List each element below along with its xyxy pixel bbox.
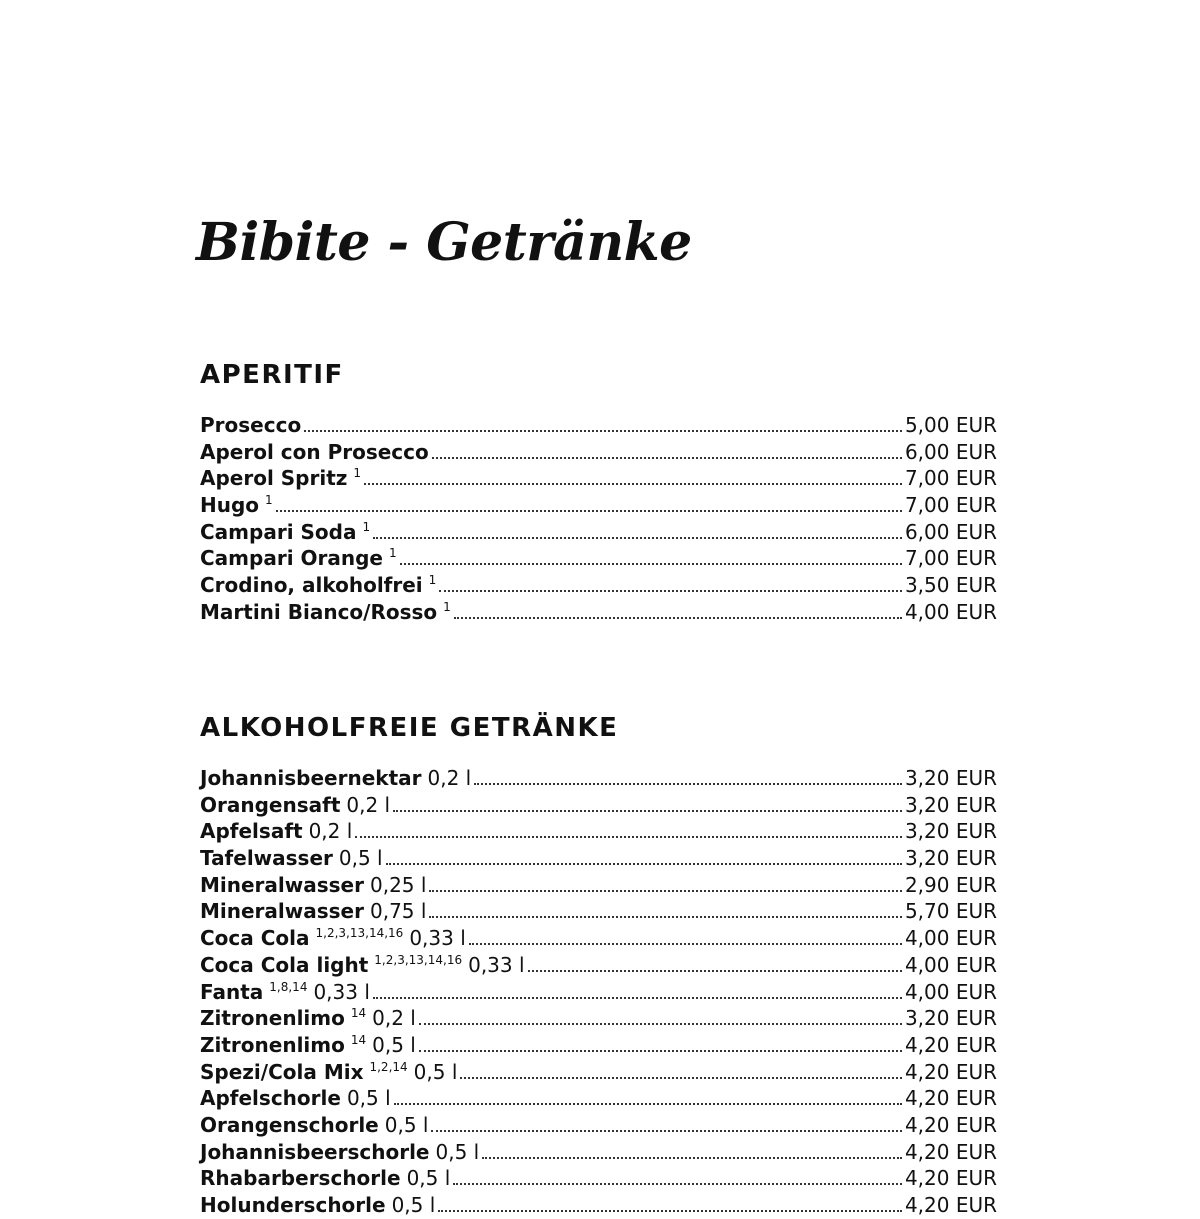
- menu-item-label: [200, 765, 471, 792]
- menu-item-label: [200, 572, 436, 602]
- menu-item: [200, 1059, 997, 1086]
- menu-item-price: 4,20 EUR: [904, 1059, 997, 1084]
- menu-item: [200, 979, 997, 1006]
- menu-item-price: 4,20 EUR: [904, 1139, 997, 1164]
- dotted-leader: [364, 482, 902, 485]
- menu-item: [200, 492, 997, 519]
- menu-item-price: 4,20 EUR: [904, 1086, 997, 1111]
- menu-item-label: [200, 1165, 450, 1192]
- menu-item-allergens: 1: [362, 519, 371, 534]
- dotted-leader: [419, 1049, 902, 1052]
- menu-item-label: [200, 1192, 435, 1219]
- section-heading-alkoholfreie-getraenke: ALKOHOLFREIE GETRÄNKE: [200, 713, 619, 743]
- dotted-leader: [439, 589, 902, 592]
- alkoholfreie-getraenke-list: [200, 765, 997, 1219]
- menu-item-price: 4,00 EUR: [904, 952, 997, 977]
- menu-item-price: 3,50 EUR: [904, 573, 997, 598]
- menu-item-size: 0,33 l: [409, 926, 466, 951]
- menu-item-size: 0,5 l: [372, 1032, 416, 1057]
- menu-item-allergens: 1,2,3,13,14,16: [374, 952, 463, 967]
- menu-item-price: 3,20 EUR: [904, 766, 997, 790]
- menu-item-name: Crodino, alkoholfrei: [200, 573, 423, 598]
- menu-item-size: 0,5 l: [413, 1059, 458, 1084]
- menu-item-allergens: 1: [265, 493, 273, 508]
- menu-item-name: Coca Cola light: [200, 952, 369, 977]
- menu-item-name: Rhabarberschorle: [200, 1166, 401, 1191]
- menu-item-price: 3,20 EUR: [904, 819, 997, 844]
- menu-item-name: Zitronenlimo: [200, 1032, 345, 1057]
- menu-item-allergens: 1: [428, 573, 437, 588]
- menu-item-price: 4,20 EUR: [904, 1193, 997, 1217]
- dotted-leader: [393, 809, 902, 812]
- menu-item-price: 7,00 EUR: [904, 493, 997, 518]
- menu-item-label: [200, 519, 370, 549]
- menu-item-name: Fanta: [200, 979, 264, 1004]
- page-title: Bibite - Getränke: [196, 212, 692, 273]
- menu-item-price: 3,20 EUR: [904, 792, 997, 817]
- menu-item: [200, 465, 997, 492]
- menu-item-size: 0,5 l: [384, 1112, 429, 1137]
- menu-item-allergens: 1: [443, 599, 451, 614]
- menu-item-size: 0,2 l: [427, 766, 472, 790]
- menu-item-name: Orangensaft: [200, 792, 341, 817]
- section-heading-aperitif: APERITIF: [200, 360, 344, 390]
- menu-item-allergens: 1,2,3,13,14,16: [315, 926, 404, 941]
- menu-item: [200, 898, 997, 925]
- menu-item-label: [200, 1085, 391, 1112]
- menu-item-size: 0,2 l: [372, 1006, 416, 1031]
- menu-item-price: 3,20 EUR: [904, 846, 997, 871]
- aperitif-list: [200, 412, 997, 626]
- menu-item-name: Johannisbeerschorle: [200, 1139, 430, 1164]
- menu-item-price: 4,20 EUR: [904, 1112, 997, 1137]
- dotted-leader: [453, 1182, 902, 1185]
- dotted-leader: [429, 889, 902, 892]
- menu-item: [200, 792, 997, 819]
- menu-item-size: 0,33 l: [313, 979, 370, 1004]
- menu-item-name: Campari Soda: [200, 519, 357, 544]
- menu-item-name: Zitronenlimo: [200, 1006, 345, 1031]
- menu-item-name: Prosecco: [200, 413, 302, 437]
- menu-item: [200, 1139, 997, 1166]
- dotted-leader: [400, 562, 902, 565]
- menu-item-name: Mineralwasser: [200, 899, 364, 924]
- menu-item-allergens: 1,2,14: [369, 1059, 408, 1074]
- dotted-leader: [474, 782, 902, 785]
- menu-item-name: Orangenschorle: [200, 1112, 379, 1137]
- dotted-leader: [469, 942, 902, 945]
- menu-item: [200, 599, 997, 626]
- menu-item-allergens: 1,8,14: [269, 979, 308, 994]
- dotted-leader: [528, 969, 902, 972]
- menu-item-size: 0,33 l: [468, 952, 525, 977]
- menu-item-size: 0,5 l: [435, 1139, 480, 1164]
- menu-item: [200, 1112, 997, 1139]
- menu-item-allergens: 1: [353, 466, 362, 481]
- menu-item-size: 0,2 l: [308, 819, 353, 844]
- dotted-leader: [482, 1156, 902, 1159]
- menu-item-price: 7,00 EUR: [904, 546, 997, 571]
- menu-item-allergens: 14: [350, 1006, 367, 1021]
- dotted-leader: [373, 996, 902, 999]
- menu-item-label: [200, 1139, 479, 1166]
- menu-item-price: 4,20 EUR: [904, 1032, 997, 1057]
- menu-item-name: Holunderschorle: [200, 1193, 386, 1217]
- menu-item-name: Martini Bianco/Rosso: [200, 599, 438, 624]
- dotted-leader: [438, 1209, 902, 1212]
- menu-item-size: 0,25 l: [369, 872, 427, 897]
- menu-item-price: 2,90 EUR: [904, 872, 997, 897]
- menu-item-size: 0,5 l: [406, 1166, 451, 1191]
- dotted-leader: [429, 915, 902, 918]
- menu-item-label: [200, 412, 301, 439]
- menu-item: [200, 1005, 997, 1032]
- menu-item-name: Aperol Spritz: [200, 466, 348, 491]
- menu-item-name: Apfelschorle: [200, 1086, 341, 1111]
- menu-item-size: 0,5 l: [391, 1193, 436, 1217]
- menu-item-name: Coca Cola: [200, 926, 310, 951]
- dotted-leader: [431, 1129, 901, 1132]
- dotted-leader: [355, 835, 902, 838]
- menu-item-price: 5,00 EUR: [904, 413, 997, 437]
- menu-item-label: [200, 1112, 428, 1139]
- menu-item-label: [200, 898, 426, 925]
- menu-item: [200, 439, 997, 466]
- menu-item-label: [200, 979, 370, 1009]
- menu-item: [200, 952, 997, 979]
- dotted-leader: [304, 429, 902, 432]
- menu-item-name: Hugo: [200, 493, 260, 518]
- dotted-leader: [276, 509, 902, 512]
- menu-item-label: [200, 1032, 416, 1062]
- menu-item: [200, 1192, 997, 1219]
- menu-item-label: [200, 492, 273, 522]
- dotted-leader: [386, 862, 902, 865]
- menu-item-price: 4,20 EUR: [904, 1166, 997, 1191]
- menu-item-allergens: 14: [350, 1032, 367, 1047]
- dotted-leader: [373, 536, 902, 539]
- menu-item-price: 4,00 EUR: [904, 599, 997, 624]
- menu-item: [200, 519, 997, 546]
- menu-item: [200, 1085, 997, 1112]
- menu-item: [200, 765, 997, 792]
- menu-item-name: Tafelwasser: [200, 846, 333, 871]
- menu-item-label: [200, 845, 383, 872]
- menu-item-price: 4,00 EUR: [904, 926, 997, 951]
- menu-item-label: [200, 872, 426, 899]
- menu-item-price: 5,70 EUR: [904, 899, 997, 924]
- menu-item-label: [200, 439, 429, 466]
- menu-item-label: [200, 465, 361, 495]
- menu-item: [200, 1165, 997, 1192]
- menu-item-price: 6,00 EUR: [904, 439, 997, 464]
- menu-item-size: 0,5 l: [338, 846, 383, 871]
- menu-item-price: 6,00 EUR: [904, 519, 997, 544]
- menu-item: [200, 572, 997, 599]
- menu-item-label: [200, 599, 451, 629]
- menu-item: [200, 845, 997, 872]
- menu-item: [200, 1032, 997, 1059]
- menu-item-label: [200, 1059, 457, 1089]
- menu-item-name: Apfelsaft: [200, 819, 303, 844]
- menu-item-price: 3,20 EUR: [904, 1006, 997, 1031]
- menu-item: [200, 412, 997, 439]
- dotted-leader: [432, 456, 902, 459]
- menu-item-name: Mineralwasser: [200, 872, 364, 897]
- menu-item-label: [200, 792, 390, 819]
- menu-item-name: Campari Orange: [200, 546, 383, 571]
- menu-item-label: [200, 1005, 416, 1035]
- menu-item-label: [200, 818, 352, 845]
- menu-item: [200, 545, 997, 572]
- dotted-leader: [419, 1022, 902, 1025]
- menu-item: [200, 925, 997, 952]
- menu-item-price: 4,00 EUR: [904, 979, 997, 1004]
- menu-item-name: Aperol con Prosecco: [200, 439, 429, 464]
- menu-item-price: 7,00 EUR: [904, 466, 997, 491]
- menu-item-size: 0,2 l: [346, 792, 391, 817]
- menu-item-allergens: 1: [389, 546, 397, 561]
- menu-item-name: Spezi/Cola Mix: [200, 1059, 364, 1084]
- menu-item: [200, 818, 997, 845]
- menu-item-label: [200, 952, 525, 982]
- menu-item-name: Johannisbeernektar: [200, 766, 422, 790]
- menu-item-label: [200, 925, 466, 955]
- menu-item: [200, 872, 997, 899]
- menu-item-size: 0,75 l: [369, 899, 427, 924]
- dotted-leader: [454, 616, 902, 619]
- menu-item-label: [200, 545, 397, 575]
- dotted-leader: [394, 1102, 902, 1105]
- dotted-leader: [460, 1076, 902, 1079]
- menu-item-size: 0,5 l: [346, 1086, 391, 1111]
